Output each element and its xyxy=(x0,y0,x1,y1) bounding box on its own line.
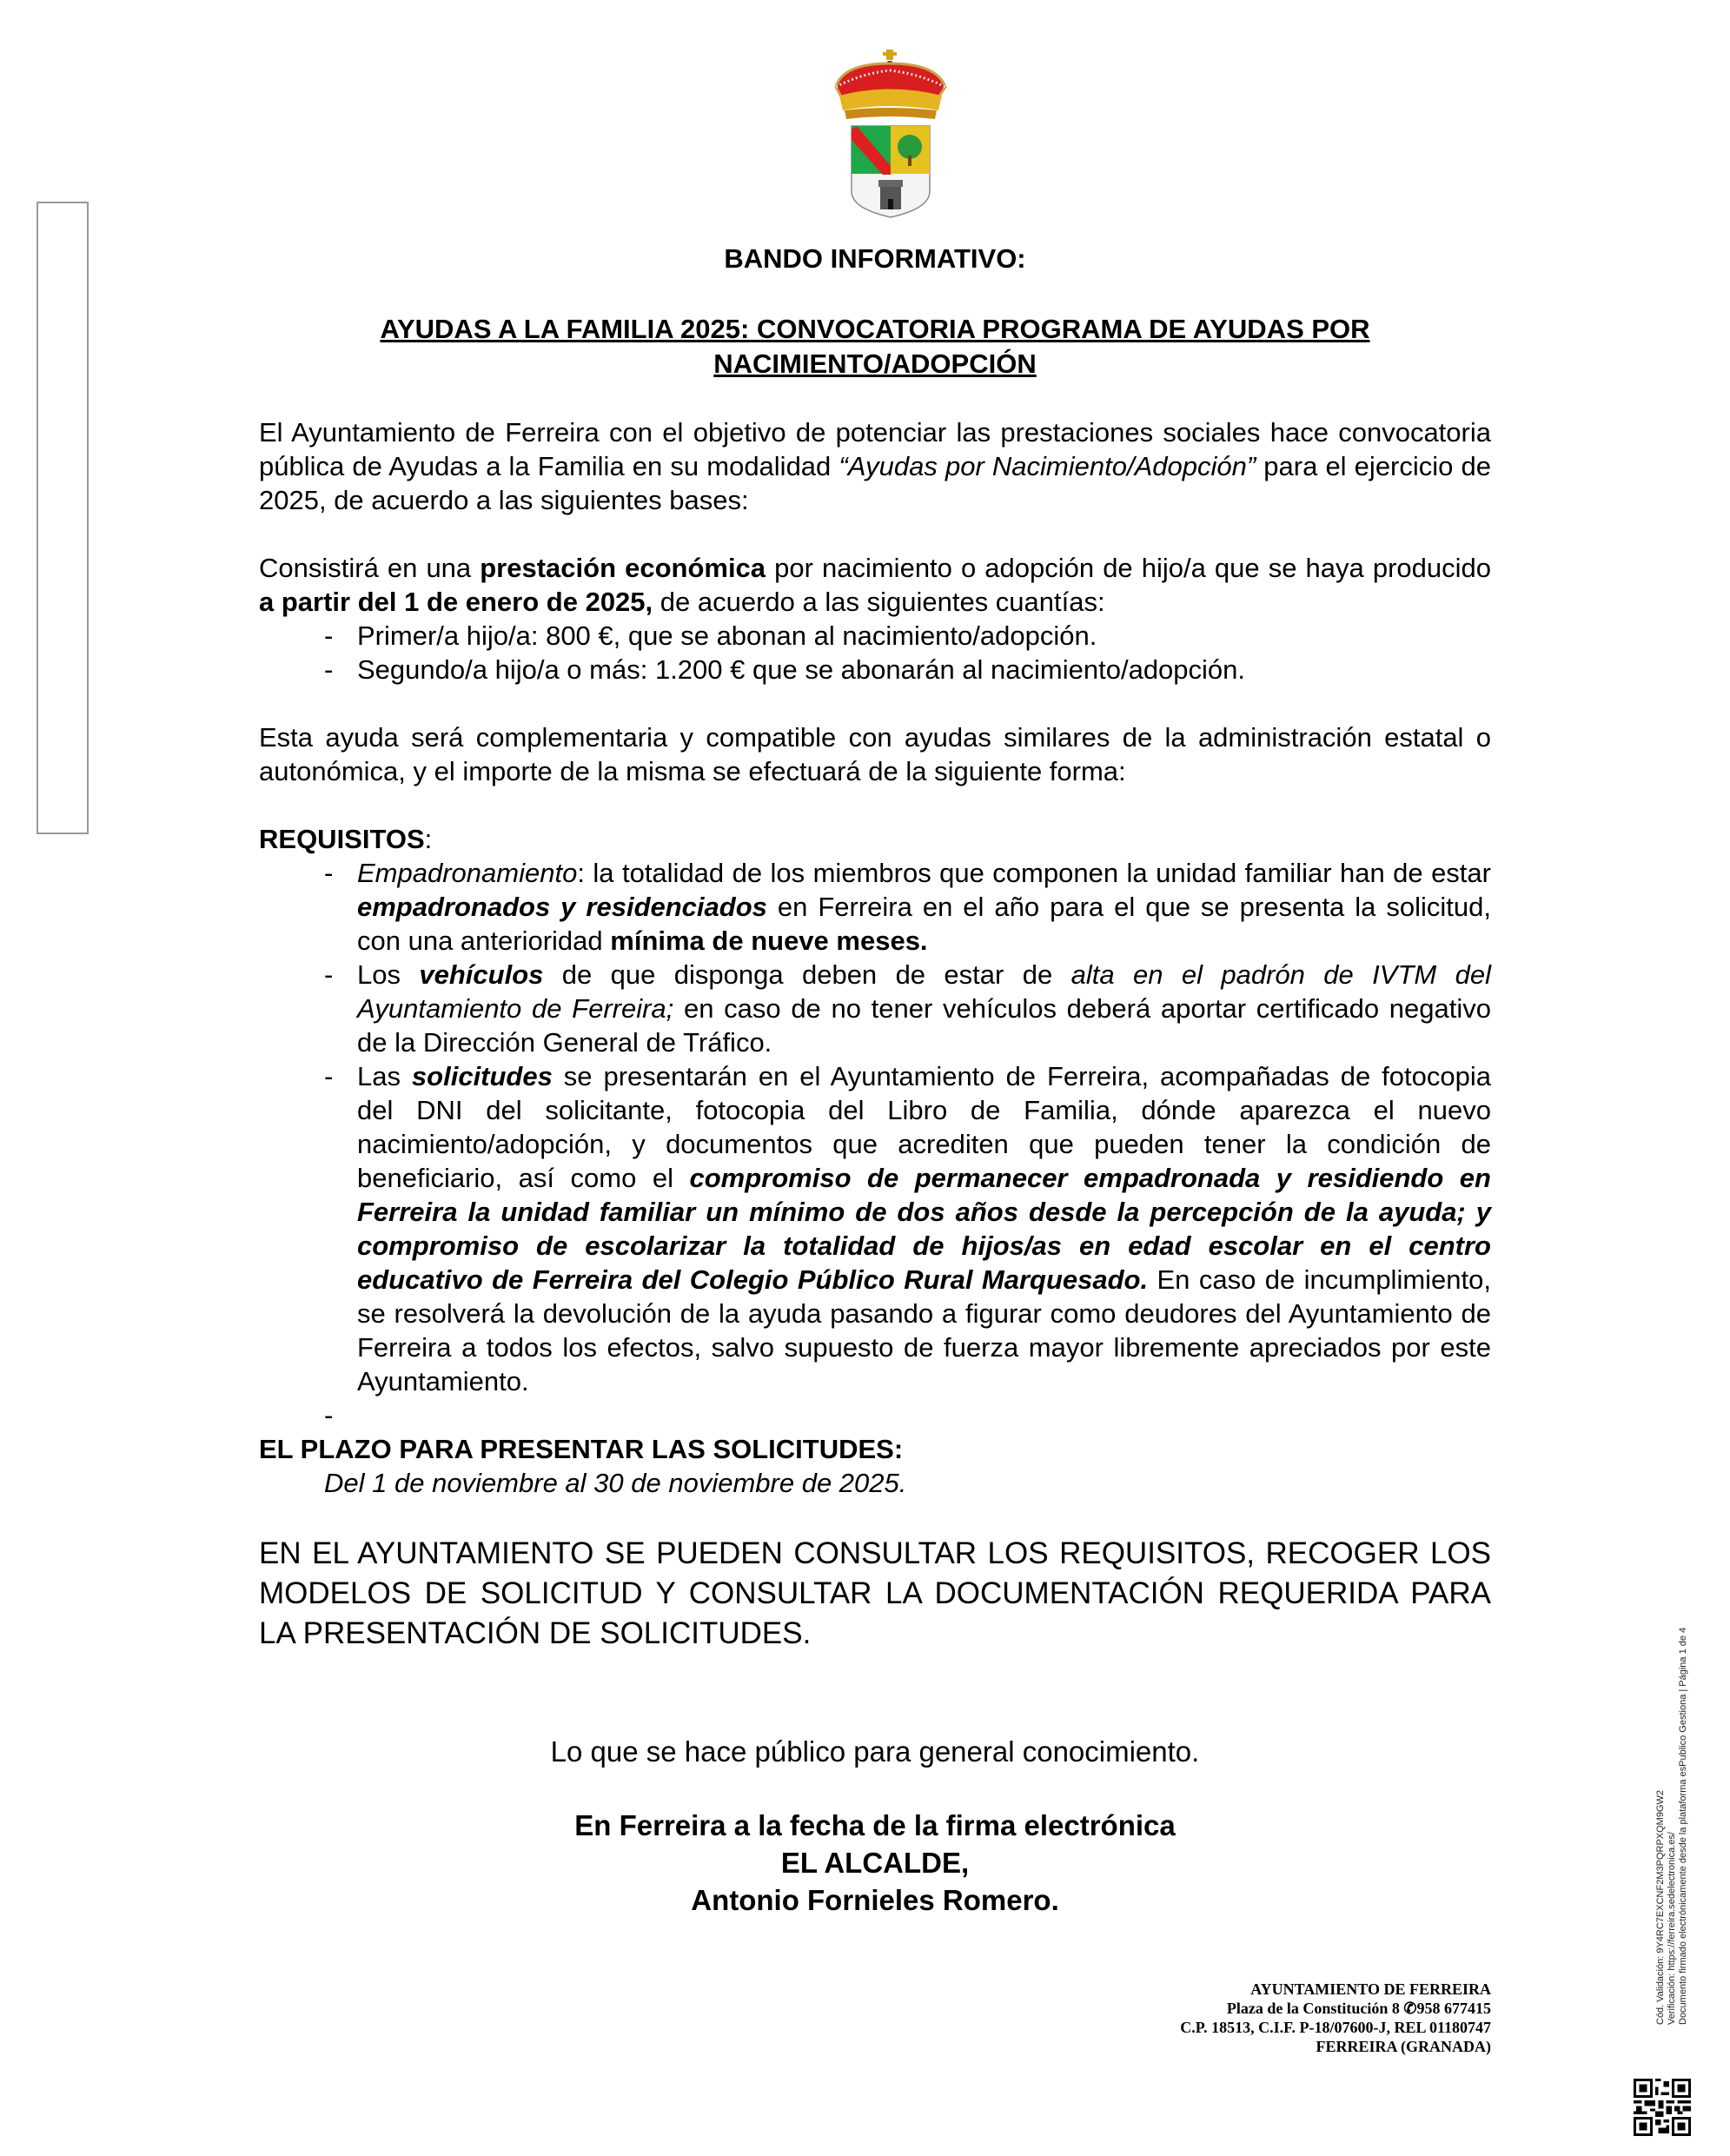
list-item-vehiculos xyxy=(259,958,1491,1059)
list-item-empadronamiento xyxy=(259,856,1491,958)
benefit-bold: prestación económica xyxy=(480,553,766,583)
benefit-text: por nacimiento o adopción de hijo/a que se haya producido xyxy=(766,553,1491,583)
req-term: Empadronamiento xyxy=(357,858,578,888)
benefit-start-date: a partir del 1 de enero de 2025, xyxy=(259,587,653,617)
req-commitment: compromiso de permanecer empadronada y residiendo en Ferreira la unidad familiar un mínimo de dos años desde la percepción de la ayuda; y compromiso de escolarizar la totalidad de hijos/as en edad escolar en el centro educativo de Ferreira del Colegio Público Rural Marquesado. xyxy=(357,1163,1491,1295)
footer-org: AYUNTAMIENTO DE FERREIRA xyxy=(1250,1980,1491,1998)
footer-postal-cif: C.P. 18513, C.I.F. P-18/07600-J, REL 01180747 xyxy=(1180,2019,1491,2036)
signature-stamp-box xyxy=(36,202,89,834)
req-text: de que disponga deben de estar de xyxy=(543,959,1071,990)
signature-name: Antonio Fornieles Romero. xyxy=(691,1884,1059,1916)
intro-text-end: para el ejercicio de 2025, de acuerdo a las siguientes bases: xyxy=(259,451,1491,515)
coat-of-arms-icon xyxy=(825,39,956,222)
complement-paragraph: Esta ayuda será complementaria y compatible con ayudas similares de la administración estatal o autonómica, y el importe de la misma se efectuará de la siguiente forma: xyxy=(259,722,1491,786)
intro-paragraph xyxy=(259,415,1491,517)
req-text: se presentarán en el Ayuntamiento de Ferreira, acompañadas de fotocopia del DNI del solicitante, fotocopia del Libro de Familia, dónde aparezca el nuevo nacimiento/adopción, y documentos que acrediten que pueden tener la condición de beneficiario, así como el xyxy=(357,1061,1491,1193)
requisitos-list xyxy=(259,856,1491,1432)
list-item: - Segundo/a hijo/a o más: 1.200 € que se abonarán al nacimiento/adopción. xyxy=(259,653,1491,687)
requisitos-label: REQUISITOS xyxy=(259,824,425,854)
list-item-empty xyxy=(259,1398,1491,1432)
colon: : xyxy=(424,824,433,854)
closing-line: Lo que se hace público para general conocimiento. xyxy=(550,1735,1200,1768)
signature-platform-note: Documento firmado electrónicamente desde la plataforma esPublico Gestiona | Página 1 de 4 xyxy=(1678,1627,1688,2025)
signature-place-date: En Ferreira a la fecha de la firma electrónica xyxy=(574,1809,1176,1841)
modality-name: “Ayudas por Nacimiento/Adopción” xyxy=(838,451,1256,481)
document-title: BANDO INFORMATIVO: xyxy=(724,243,1026,274)
plazo-dates: Del 1 de noviembre al 30 de noviembre de 2025. xyxy=(324,1468,907,1498)
req-text: : la totalidad de los miembros que componen la unidad familiar han de estar xyxy=(577,858,1491,888)
req-text: En caso de incumplimiento, se resolverá la devolución de la ayuda pasando a figurar como deudores del Ayuntamiento de Ferreira a todos los efectos, salvo supuesto de fuerza mayor libremente apreciados por este Ayuntamiento. xyxy=(357,1264,1491,1396)
req-emphasis: vehículos xyxy=(419,959,544,990)
verification-url[interactable]: Verificación: https://ferreira.sedelectronica.es/ xyxy=(1667,1832,1677,2025)
document-body xyxy=(259,242,1491,1919)
req-text: en caso de no tener vehículos deberá aportar certificado negativo de la Dirección General de Tráfico. xyxy=(357,993,1491,1058)
consultation-notice: EN EL AYUNTAMIENTO SE PUEDEN CONSULTAR LOS REQUISITOS, RECOGER LOS MODELOS DE SOLICITUD Y CONSULTAR LA DOCUMENTACIÓN REQUERIDA PARA LA PRESENTACIÓN DE SOLICITUDES. xyxy=(259,1536,1491,1650)
verification-text xyxy=(1655,1628,1689,2025)
benefit-amounts-list xyxy=(259,619,1491,687)
req-text: Las xyxy=(357,1061,412,1091)
document-subtitle: AYUDAS A LA FAMILIA 2025: CONVOCATORIA PROGRAMA DE AYUDAS POR NACIMIENTO/ADOPCIÓN xyxy=(380,314,1370,379)
validation-code: Cód. Validación: 9Y4RC7EXCNF2M3PQRPXQM9GW2 xyxy=(1655,1789,1666,2025)
req-text: Los xyxy=(357,959,420,990)
req-text: en Ferreira en el año para el que se presenta la solicitud, con una anterioridad xyxy=(357,892,1491,956)
benefit-text: de acuerdo a las siguientes cuantías: xyxy=(653,587,1105,617)
benefit-text: Consistirá en una xyxy=(259,553,481,583)
intro-text: El Ayuntamiento de Ferreira con el objetivo de potenciar las prestaciones sociales hace convocatoria pública de Ayudas a la Familia en su modalidad xyxy=(259,417,1491,481)
list-item: - Primer/a hijo/a: 800 €, que se abonan al nacimiento/adopción. xyxy=(259,619,1491,653)
requisitos-heading xyxy=(259,822,1491,856)
qr-code-icon[interactable] xyxy=(1634,2079,1691,2136)
footer-street-phone: Plaza de la Constitución 8 ✆958 677415 xyxy=(1226,2000,1491,2017)
footer-city: FERREIRA (GRANADA) xyxy=(1316,2038,1491,2055)
benefit-paragraph xyxy=(259,551,1491,619)
signature-title: EL ALCALDE, xyxy=(780,1847,970,1879)
req-italic: alta en el padrón de IVTM del Ayuntamiento de Ferreira; xyxy=(357,959,1491,1024)
req-emphasis: solicitudes xyxy=(411,1061,553,1091)
req-emphasis: mínima de nueve meses. xyxy=(610,925,928,956)
plazo-heading: EL PLAZO PARA PRESENTAR LAS SOLICITUDES: xyxy=(259,1434,904,1464)
footer-address xyxy=(1180,1980,1491,2056)
list-item-solicitudes xyxy=(259,1059,1491,1398)
req-emphasis: empadronados y residenciados xyxy=(357,892,767,922)
